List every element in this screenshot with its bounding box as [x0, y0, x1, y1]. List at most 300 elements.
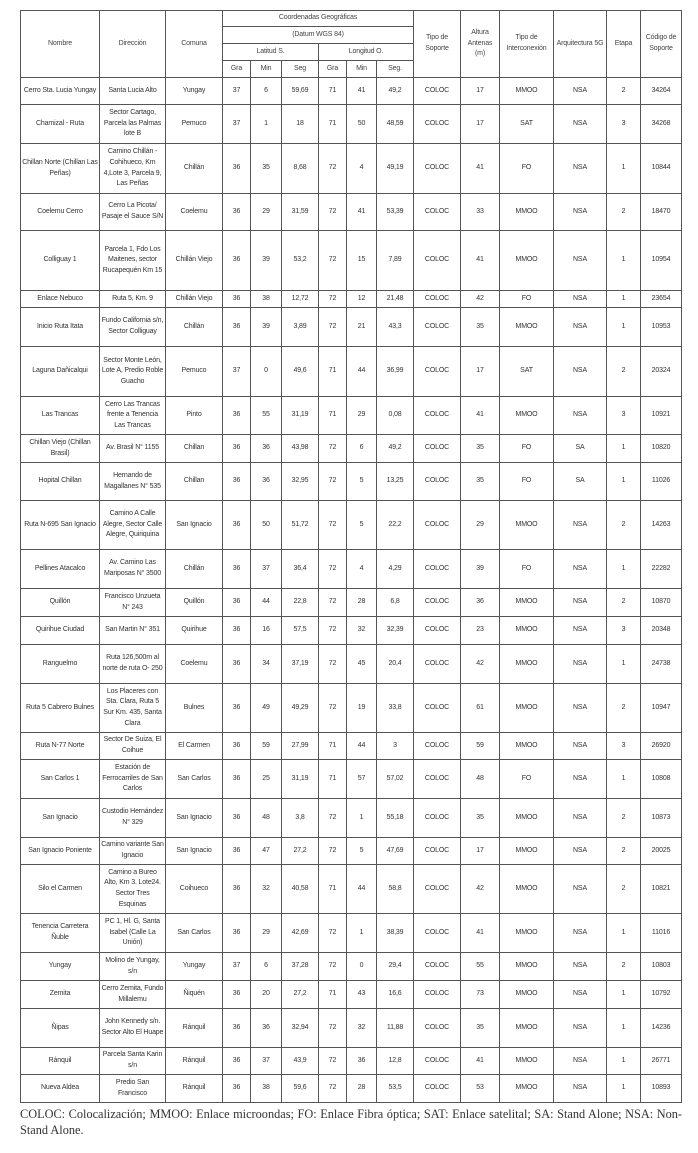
cell-altura: 42: [461, 291, 500, 308]
cell-lon-min: 50: [347, 105, 377, 144]
cell-arquitectura: NSA: [554, 953, 607, 981]
cell-nombre: Chillan Norte (Chillan Las Peñas): [21, 144, 100, 194]
table-row: [21, 684, 682, 733]
header-lat-gra: Gra: [223, 61, 251, 78]
cell-nombre: Las Trancas: [21, 397, 100, 435]
table-row: [21, 865, 682, 914]
cell-comuna: San Carlos: [166, 914, 223, 953]
cell-altura: 41: [461, 231, 500, 291]
cell-arquitectura: NSA: [554, 914, 607, 953]
cell-lat-min: 16: [251, 617, 282, 645]
cell-lon-seg: 48,59: [377, 105, 414, 144]
cell-lon-gra: 72: [319, 799, 347, 838]
cell-lat-seg: 43,9: [282, 1048, 319, 1075]
cell-comuna: Chillán: [166, 308, 223, 347]
cell-lat-seg: 43,98: [282, 435, 319, 463]
cell-lat-gra: 36: [223, 291, 251, 308]
table-row: [21, 981, 682, 1009]
cell-arquitectura: NSA: [554, 501, 607, 550]
cell-arquitectura: NSA: [554, 308, 607, 347]
cell-direccion: Cerro Las Trancas frente a Tenencia Las Trancas: [100, 397, 166, 435]
cell-lon-min: 5: [347, 838, 377, 865]
cell-arquitectura: NSA: [554, 760, 607, 799]
table-row: [21, 105, 682, 144]
cell-nombre: Silo el Carmen: [21, 865, 100, 914]
cell-comuna: Coihueco: [166, 865, 223, 914]
cell-lon-gra: 72: [319, 1009, 347, 1048]
cell-lat-seg: 3,89: [282, 308, 319, 347]
cell-lon-min: 21: [347, 308, 377, 347]
cell-nombre: Ranguelmo: [21, 645, 100, 684]
cell-nombre: Chamizal - Ruta: [21, 105, 100, 144]
cell-lon-gra: 71: [319, 760, 347, 799]
cell-lat-gra: 36: [223, 733, 251, 760]
cell-lat-gra: 36: [223, 589, 251, 617]
cell-tipo-soporte: COLOC: [414, 1075, 461, 1103]
cell-direccion: Parcela 1, Fdo Los Maitenes, sector Rucapequén Km 15: [100, 231, 166, 291]
cell-lon-gra: 72: [319, 684, 347, 733]
cell-lon-gra: 72: [319, 645, 347, 684]
cell-nombre: Hopital Chillan: [21, 463, 100, 501]
cell-lon-seg: 33,8: [377, 684, 414, 733]
cell-nombre: Chillan Viejo (Chillan Brasil): [21, 435, 100, 463]
cell-codigo: 11026: [641, 463, 682, 501]
cell-direccion: Camino a Bureo Alto, Km 3. Lote24. Sector Tres Esquinas: [100, 865, 166, 914]
cell-direccion: Camino Chillán - Cohihueco, Km 4,Lote 3, Parcela 9, Las Peñas: [100, 144, 166, 194]
cell-nombre: Quirihue Ciudad: [21, 617, 100, 645]
header-longitud: Longitud O.: [319, 44, 414, 61]
cell-lat-seg: 32,95: [282, 463, 319, 501]
cell-lat-min: 32: [251, 865, 282, 914]
cell-interconexion: FO: [500, 550, 554, 589]
cell-codigo: 14263: [641, 501, 682, 550]
cell-lat-gra: 36: [223, 308, 251, 347]
cell-codigo: 14236: [641, 1009, 682, 1048]
cell-lat-min: 0: [251, 347, 282, 397]
cell-altura: 41: [461, 1048, 500, 1075]
cell-lon-gra: 72: [319, 914, 347, 953]
header-interconexion: Tipo de Interconexión: [500, 11, 554, 78]
cell-lat-gra: 36: [223, 144, 251, 194]
cell-lon-min: 43: [347, 981, 377, 1009]
table-row: [21, 1075, 682, 1103]
cell-comuna: Chillán: [166, 144, 223, 194]
header-arquitectura: Arquitectura 5G: [554, 11, 607, 78]
cell-tipo-soporte: COLOC: [414, 194, 461, 231]
cell-codigo: 10792: [641, 981, 682, 1009]
cell-etapa: 2: [607, 78, 641, 105]
cell-etapa: 2: [607, 684, 641, 733]
cell-codigo: 26920: [641, 733, 682, 760]
cell-lon-min: 57: [347, 760, 377, 799]
cell-tipo-soporte: COLOC: [414, 231, 461, 291]
cell-lon-seg: 49,2: [377, 78, 414, 105]
cell-direccion: Av. Camino Las Mariposas N° 3500: [100, 550, 166, 589]
cell-lat-seg: 22,8: [282, 589, 319, 617]
cell-direccion: Hernando de Magallanes N° 535: [100, 463, 166, 501]
cell-lon-seg: 58,8: [377, 865, 414, 914]
cell-lat-seg: 59,69: [282, 78, 319, 105]
cell-direccion: Predio San Francisco: [100, 1075, 166, 1103]
cell-lon-min: 5: [347, 463, 377, 501]
cell-nombre: Pellines Atacalco: [21, 550, 100, 589]
cell-etapa: 2: [607, 865, 641, 914]
header-latitud: Latitud S.: [223, 44, 319, 61]
cell-tipo-soporte: COLOC: [414, 435, 461, 463]
cell-etapa: 2: [607, 501, 641, 550]
cell-lat-gra: 37: [223, 953, 251, 981]
header-lon-seg: Seg.: [377, 61, 414, 78]
cell-nombre: Ruta N-695 San Ignacio: [21, 501, 100, 550]
cell-etapa: 1: [607, 914, 641, 953]
cell-tipo-soporte: COLOC: [414, 799, 461, 838]
cell-arquitectura: NSA: [554, 617, 607, 645]
cell-lon-min: 32: [347, 1009, 377, 1048]
cell-tipo-soporte: COLOC: [414, 291, 461, 308]
cell-lon-min: 44: [347, 733, 377, 760]
cell-arquitectura: NSA: [554, 981, 607, 1009]
cell-lat-seg: 32,94: [282, 1009, 319, 1048]
cell-lat-seg: 59,6: [282, 1075, 319, 1103]
table-row: [21, 953, 682, 981]
cell-direccion: Molino de Yungay, s/n: [100, 953, 166, 981]
cell-lat-seg: 31,59: [282, 194, 319, 231]
cell-lat-gra: 36: [223, 1075, 251, 1103]
cell-codigo: 10921: [641, 397, 682, 435]
cell-altura: 42: [461, 645, 500, 684]
cell-lon-seg: 4,29: [377, 550, 414, 589]
cell-arquitectura: NSA: [554, 231, 607, 291]
cell-direccion: Ruta 126,500m al norte de ruta O- 250: [100, 645, 166, 684]
cell-nombre: Ruta 5 Cabrero Bulnes: [21, 684, 100, 733]
cell-altura: 53: [461, 1075, 500, 1103]
cell-arquitectura: NSA: [554, 799, 607, 838]
cell-codigo: 24738: [641, 645, 682, 684]
cell-lat-min: 47: [251, 838, 282, 865]
cell-etapa: 1: [607, 231, 641, 291]
cell-interconexion: MMOO: [500, 78, 554, 105]
cell-lon-min: 1: [347, 914, 377, 953]
cell-direccion: San Martin N° 351: [100, 617, 166, 645]
cell-lon-min: 4: [347, 144, 377, 194]
cell-lat-min: 50: [251, 501, 282, 550]
cell-altura: 35: [461, 799, 500, 838]
cell-interconexion: SAT: [500, 105, 554, 144]
header-altura: Altura Antenas (m): [461, 11, 500, 78]
cell-lat-seg: 53,2: [282, 231, 319, 291]
cell-lat-min: 29: [251, 194, 282, 231]
cell-lon-seg: 57,02: [377, 760, 414, 799]
cell-lat-min: 25: [251, 760, 282, 799]
cell-altura: 35: [461, 1009, 500, 1048]
cell-interconexion: MMOO: [500, 865, 554, 914]
cell-etapa: 3: [607, 733, 641, 760]
table-row: [21, 617, 682, 645]
cell-comuna: Ñiquén: [166, 981, 223, 1009]
cell-lat-seg: 42,69: [282, 914, 319, 953]
table-row: [21, 463, 682, 501]
cell-nombre: Enlace Nebuco: [21, 291, 100, 308]
cell-lat-gra: 36: [223, 435, 251, 463]
cell-interconexion: MMOO: [500, 617, 554, 645]
cell-lon-gra: 72: [319, 550, 347, 589]
cell-codigo: 10803: [641, 953, 682, 981]
cell-comuna: Pemuco: [166, 105, 223, 144]
cell-lat-seg: 40,58: [282, 865, 319, 914]
table-row: [21, 760, 682, 799]
cell-lon-seg: 3: [377, 733, 414, 760]
cell-tipo-soporte: COLOC: [414, 645, 461, 684]
cell-lon-gra: 72: [319, 953, 347, 981]
cell-arquitectura: NSA: [554, 397, 607, 435]
cell-codigo: 10873: [641, 799, 682, 838]
cell-tipo-soporte: COLOC: [414, 308, 461, 347]
cell-comuna: Pemuco: [166, 347, 223, 397]
cell-lat-seg: 37,28: [282, 953, 319, 981]
cell-lat-min: 29: [251, 914, 282, 953]
cell-lat-min: 1: [251, 105, 282, 144]
cell-nombre: Inicio Ruta Itata: [21, 308, 100, 347]
cell-codigo: 18470: [641, 194, 682, 231]
cell-codigo: 22282: [641, 550, 682, 589]
cell-lat-seg: 27,2: [282, 838, 319, 865]
table-row: [21, 347, 682, 397]
cell-codigo: 10844: [641, 144, 682, 194]
cell-codigo: 10893: [641, 1075, 682, 1103]
cell-direccion: Ruta 5, Km. 9: [100, 291, 166, 308]
cell-direccion: Custodio Hernández N° 329: [100, 799, 166, 838]
cell-altura: 17: [461, 838, 500, 865]
cell-lat-gra: 36: [223, 231, 251, 291]
cell-interconexion: MMOO: [500, 1048, 554, 1075]
table-body: [21, 78, 682, 1103]
cell-lon-min: 19: [347, 684, 377, 733]
cell-interconexion: MMOO: [500, 397, 554, 435]
cell-tipo-soporte: COLOC: [414, 347, 461, 397]
cell-lat-min: 39: [251, 231, 282, 291]
cell-lat-seg: 36,4: [282, 550, 319, 589]
cell-lat-seg: 12,72: [282, 291, 319, 308]
cell-arquitectura: NSA: [554, 1009, 607, 1048]
table-row: [21, 231, 682, 291]
cell-lon-seg: 11,88: [377, 1009, 414, 1048]
cell-comuna: Chillan: [166, 463, 223, 501]
cell-direccion: Estación de Ferrocarriles de San Carlos: [100, 760, 166, 799]
cell-lat-min: 36: [251, 1009, 282, 1048]
cell-lon-min: 44: [347, 347, 377, 397]
cell-arquitectura: NSA: [554, 144, 607, 194]
cell-codigo: 20324: [641, 347, 682, 397]
cell-tipo-soporte: COLOC: [414, 397, 461, 435]
cell-altura: 29: [461, 501, 500, 550]
cell-etapa: 1: [607, 981, 641, 1009]
cell-arquitectura: NSA: [554, 1075, 607, 1103]
cell-lat-min: 49: [251, 684, 282, 733]
cell-etapa: 3: [607, 617, 641, 645]
cell-comuna: Bulnes: [166, 684, 223, 733]
cell-comuna: Chillán Viejo: [166, 291, 223, 308]
cell-altura: 61: [461, 684, 500, 733]
cell-lon-min: 6: [347, 435, 377, 463]
cell-altura: 35: [461, 463, 500, 501]
cell-comuna: Coelemu: [166, 645, 223, 684]
cell-lon-gra: 71: [319, 78, 347, 105]
table-row: [21, 550, 682, 589]
table-row: [21, 194, 682, 231]
cell-etapa: 2: [607, 589, 641, 617]
cell-interconexion: FO: [500, 435, 554, 463]
cell-arquitectura: NSA: [554, 347, 607, 397]
header-etapa: Etapa: [607, 11, 641, 78]
cell-etapa: 2: [607, 347, 641, 397]
cell-lon-gra: 71: [319, 397, 347, 435]
cell-lat-seg: 37,19: [282, 645, 319, 684]
cell-lon-min: 5: [347, 501, 377, 550]
cell-direccion: Sector Cartago, Parcela las Palmas lote B: [100, 105, 166, 144]
cell-lon-gra: 72: [319, 435, 347, 463]
cell-lat-min: 55: [251, 397, 282, 435]
cell-lat-seg: 31,19: [282, 760, 319, 799]
cell-lon-gra: 72: [319, 291, 347, 308]
cell-lat-gra: 36: [223, 865, 251, 914]
cell-tipo-soporte: COLOC: [414, 953, 461, 981]
cell-lat-min: 6: [251, 953, 282, 981]
cell-nombre: San Ignacio: [21, 799, 100, 838]
cell-codigo: 26771: [641, 1048, 682, 1075]
cell-lon-min: 12: [347, 291, 377, 308]
header-lat-seg: Seg: [282, 61, 319, 78]
cell-lon-seg: 47,69: [377, 838, 414, 865]
cell-etapa: 1: [607, 645, 641, 684]
cell-lat-seg: 3,8: [282, 799, 319, 838]
cell-etapa: 1: [607, 308, 641, 347]
cell-lon-gra: 71: [319, 733, 347, 760]
cell-arquitectura: NSA: [554, 684, 607, 733]
cell-arquitectura: NSA: [554, 645, 607, 684]
cell-lon-gra: 71: [319, 981, 347, 1009]
cell-etapa: 2: [607, 953, 641, 981]
cell-nombre: San Ignacio Poniente: [21, 838, 100, 865]
cell-altura: 17: [461, 78, 500, 105]
cell-tipo-soporte: COLOC: [414, 1048, 461, 1075]
cell-lat-gra: 36: [223, 463, 251, 501]
cell-lon-seg: 49,2: [377, 435, 414, 463]
cell-lon-gra: 71: [319, 347, 347, 397]
cell-lat-min: 6: [251, 78, 282, 105]
cell-lon-seg: 32,39: [377, 617, 414, 645]
cell-interconexion: MMOO: [500, 953, 554, 981]
table-row: [21, 144, 682, 194]
cell-arquitectura: NSA: [554, 78, 607, 105]
cell-arquitectura: NSA: [554, 194, 607, 231]
cell-lat-gra: 36: [223, 617, 251, 645]
cell-direccion: Camino A Calle Alegre, Sector Calle Alegre, Quiriquina: [100, 501, 166, 550]
cell-lon-min: 15: [347, 231, 377, 291]
table-row: [21, 435, 682, 463]
cell-tipo-soporte: COLOC: [414, 865, 461, 914]
cell-direccion: Sector De Suiza, El Coihue: [100, 733, 166, 760]
cell-arquitectura: NSA: [554, 589, 607, 617]
cell-nombre: Quillón: [21, 589, 100, 617]
cell-lat-gra: 37: [223, 78, 251, 105]
cell-lat-gra: 36: [223, 760, 251, 799]
cell-lon-min: 36: [347, 1048, 377, 1075]
cell-lon-seg: 55,18: [377, 799, 414, 838]
cell-lat-min: 37: [251, 550, 282, 589]
cell-lat-min: 48: [251, 799, 282, 838]
cell-etapa: 3: [607, 397, 641, 435]
cell-lon-seg: 49,19: [377, 144, 414, 194]
cell-altura: 17: [461, 347, 500, 397]
cell-nombre: Cerro Sta. Lucia Yungay: [21, 78, 100, 105]
cell-lon-seg: 6,8: [377, 589, 414, 617]
cell-lon-min: 0: [347, 953, 377, 981]
table-row: [21, 799, 682, 838]
header-lon-min: Min: [347, 61, 377, 78]
cell-lat-min: 39: [251, 308, 282, 347]
cell-lon-seg: 12,8: [377, 1048, 414, 1075]
cell-codigo: 23654: [641, 291, 682, 308]
cell-tipo-soporte: COLOC: [414, 617, 461, 645]
cell-nombre: Yungay: [21, 953, 100, 981]
cell-lat-min: 59: [251, 733, 282, 760]
cell-interconexion: MMOO: [500, 501, 554, 550]
cell-interconexion: FO: [500, 144, 554, 194]
table-row: [21, 733, 682, 760]
table-row: [21, 501, 682, 550]
cell-lat-gra: 36: [223, 194, 251, 231]
cell-interconexion: MMOO: [500, 1009, 554, 1048]
cell-etapa: 1: [607, 1048, 641, 1075]
cell-comuna: Ránquil: [166, 1009, 223, 1048]
cell-etapa: 2: [607, 838, 641, 865]
cell-tipo-soporte: COLOC: [414, 550, 461, 589]
cell-lon-min: 1: [347, 799, 377, 838]
cell-interconexion: MMOO: [500, 799, 554, 838]
cell-direccion: Los Placeres con Sta. Clara, Ruta 5 Sur Km. 435, Santa Clara: [100, 684, 166, 733]
header-direccion: Dirección: [100, 11, 166, 78]
cell-codigo: 10808: [641, 760, 682, 799]
cell-direccion: Camino variante San Ignacio: [100, 838, 166, 865]
header-comuna: Comuna: [166, 11, 223, 78]
cell-lon-seg: 36,99: [377, 347, 414, 397]
cell-nombre: Coelemu Cerro: [21, 194, 100, 231]
cell-direccion: Parcela Santa Karin s/n: [100, 1048, 166, 1075]
cell-interconexion: MMOO: [500, 589, 554, 617]
cell-lat-seg: 49,6: [282, 347, 319, 397]
cell-comuna: San Carlos: [166, 760, 223, 799]
cell-nombre: Ruta N-77 Norte: [21, 733, 100, 760]
cell-codigo: 10870: [641, 589, 682, 617]
cell-comuna: San Ignacio: [166, 838, 223, 865]
cell-altura: 23: [461, 617, 500, 645]
cell-tipo-soporte: COLOC: [414, 589, 461, 617]
cell-lat-gra: 36: [223, 550, 251, 589]
cell-lon-min: 32: [347, 617, 377, 645]
cell-arquitectura: NSA: [554, 291, 607, 308]
cell-arquitectura: SA: [554, 435, 607, 463]
cell-lat-min: 20: [251, 981, 282, 1009]
cell-lon-min: 28: [347, 589, 377, 617]
cell-comuna: San Ignacio: [166, 799, 223, 838]
cell-arquitectura: NSA: [554, 865, 607, 914]
cell-etapa: 1: [607, 550, 641, 589]
cell-altura: 35: [461, 308, 500, 347]
cell-lon-min: 41: [347, 194, 377, 231]
cell-codigo: 10953: [641, 308, 682, 347]
table-row: [21, 291, 682, 308]
cell-lat-gra: 37: [223, 105, 251, 144]
